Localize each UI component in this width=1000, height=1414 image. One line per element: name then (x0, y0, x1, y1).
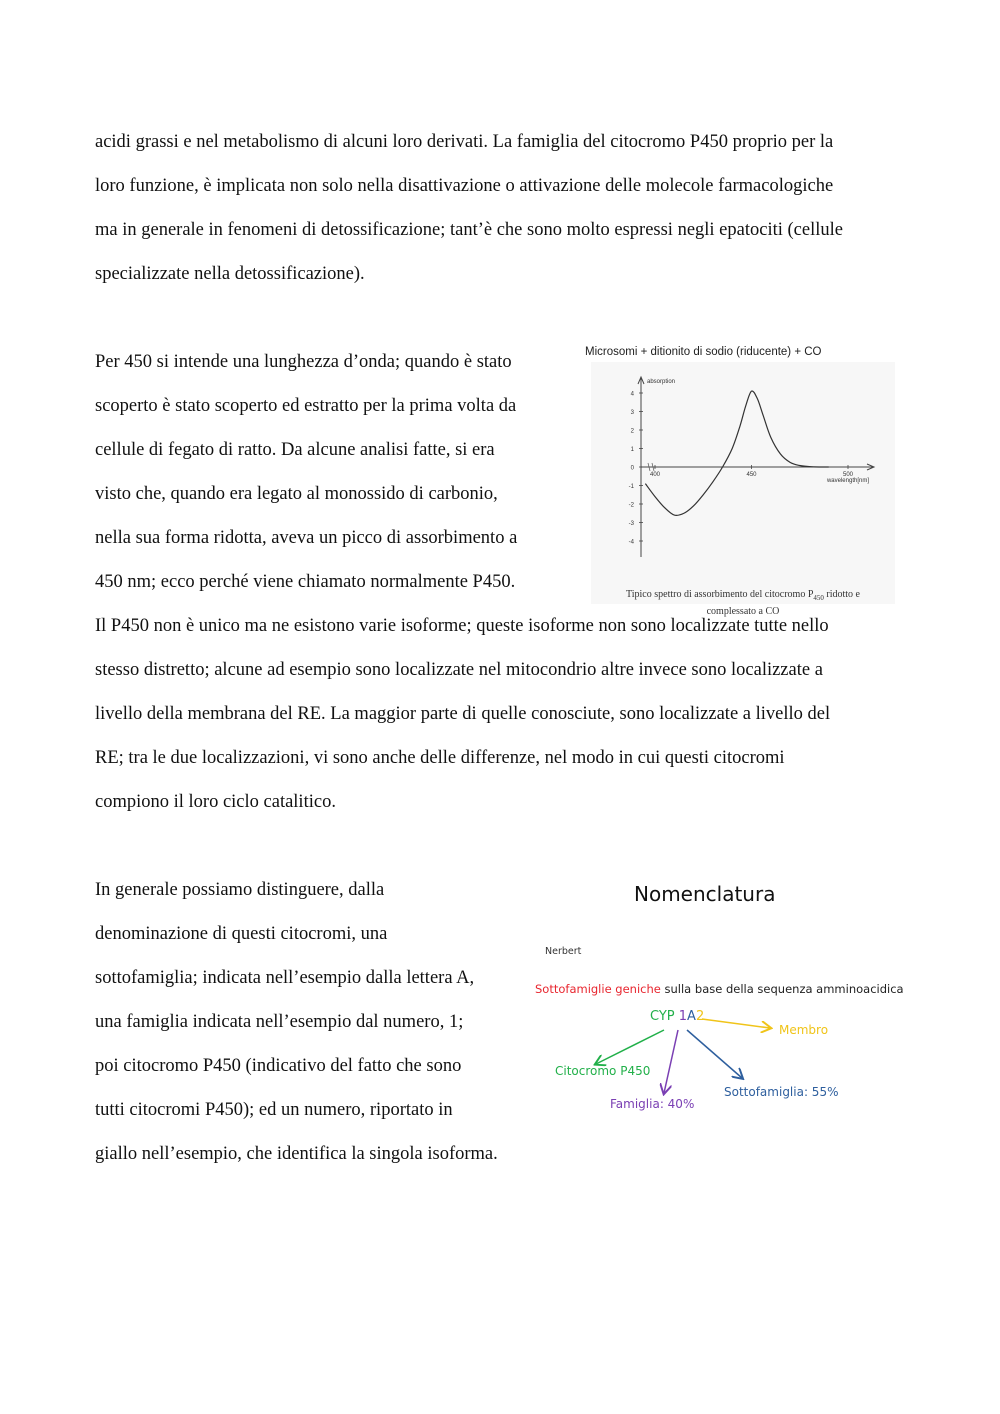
text-line: 450 nm; ecco perché viene chiamato normalmente P450. (95, 572, 516, 592)
caption-text: Tipico spettro di assorbimento del citocromo P (625, 589, 814, 600)
x-tick-label: 400 (649, 472, 661, 478)
text-line: Per 450 si intende una lunghezza d’onda; quando è stato (95, 352, 512, 372)
nomenclature-author: Nerbert (545, 946, 582, 957)
text-line: livello della membrana del RE. La maggior parte di quelle conosciute, sono localizzate a livello del (95, 704, 831, 724)
y-tick-label: 2 (630, 428, 634, 435)
code-family: 1 (678, 1009, 688, 1024)
text-line: nella sua forma ridotta, aveva un picco di assorbimento a (95, 528, 518, 548)
figure-caption-bottom (591, 588, 895, 618)
code-member: 2 (695, 1009, 705, 1024)
y-tick-label: -3 (628, 521, 634, 527)
arrow-cytochrome (596, 1030, 664, 1064)
text-line: RE; tra le due localizzazioni, vi sono anche delle differenze, nel modo in cui questi citocromi (95, 748, 785, 768)
text-line: una famiglia indicata nell’esempio dal numero, 1; (95, 1012, 464, 1032)
code-cyp: CYP (650, 1009, 679, 1024)
y-tick-label: -2 (628, 502, 634, 509)
caption-subscript: 450 (813, 594, 824, 602)
absorption-spectrum-figure (583, 342, 895, 617)
nomenclature-arrows (530, 878, 900, 1118)
text-line: giallo nell’esempio, che identifica la singola isoforma. (95, 1144, 498, 1164)
y-tick-label: 4 (630, 391, 634, 398)
spectrum-plot-area (591, 362, 895, 617)
y-tick-label: 0 (630, 465, 634, 472)
spectrum-chart (591, 362, 895, 588)
caption-text: complessato a CO (706, 606, 780, 617)
label-member: Membro (779, 1023, 829, 1037)
code-subfamily: A (687, 1009, 696, 1024)
x-tick-label: 500 (842, 472, 854, 478)
text-line: tutti citocromi P450); ed un numero, riportato in (95, 1100, 453, 1120)
nomenclature-basis (535, 982, 904, 996)
text-line: poi citocromo P450 (indicativo del fatto che sono (95, 1056, 462, 1076)
text-line: loro funzione, è implicata non solo nella disattivazione o attivazione delle molecole farmacologiche (95, 176, 834, 196)
nomenclature-figure (530, 878, 904, 1118)
text-line: In generale possiamo distinguere, dalla (95, 880, 385, 900)
basis-highlight: Sottofamiglie geniche (535, 982, 661, 996)
text-line: acidi grassi e nel metabolismo di alcuni loro derivati. La famiglia del citocromo P450 proprio per la (95, 132, 834, 152)
text-line: cellule di fegato di ratto. Da alcune analisi fatte, si era (95, 440, 495, 460)
cyp-code (650, 1009, 704, 1024)
text-line: visto che, quando era legato al monossido di carbonio, (95, 484, 498, 504)
arrow-member (702, 1019, 770, 1028)
absorption-curve (645, 391, 828, 515)
text-line: specializzate nella detossificazione). (95, 264, 365, 284)
label-cytochrome: Citocromo P450 (555, 1064, 651, 1078)
figure-caption-top: Microsomi + ditionito di sodio (riducente) + CO (585, 346, 822, 358)
basis-text: sulla base della sequenza amminoacidica (660, 982, 904, 996)
text-line: compiono il loro ciclo catalitico. (95, 792, 336, 812)
caption-text: ridotto e (823, 589, 860, 600)
label-subfamily: Sottofamiglia: 55% (724, 1085, 839, 1099)
y-tick-label: -4 (628, 539, 634, 546)
y-tick-label: 3 (630, 410, 634, 416)
text-line: denominazione di questi citocromi, una (95, 924, 388, 944)
text-line: Il P450 non è unico ma ne esistono varie isoforme; queste isoforme non sono localizzate tutte nello (95, 616, 829, 636)
text-line: sottofamiglia; indicata nell’esempio dalla lettera A, (95, 968, 475, 988)
label-family: Famiglia: 40% (610, 1097, 695, 1111)
text-line: scoperto è stato scoperto ed estratto per la prima volta da (95, 396, 517, 416)
text-line: stesso distretto; alcune ad esempio sono localizzate nel mitocondrio altre invece sono localizzate a (95, 660, 823, 680)
arrow-family (664, 1030, 678, 1093)
y-tick-label: 1 (630, 447, 634, 453)
x-axis-label: wavelength[nm] (826, 478, 869, 484)
y-tick-label: -1 (628, 484, 634, 490)
text-line: ma in generale in fenomeni di detossificazione; tant’è che sono molto espressi negli epatociti (cellule (95, 220, 843, 240)
y-axis-label: absorption (647, 379, 676, 385)
x-tick-label: 450 (746, 472, 757, 478)
nomenclature-title: Nomenclatura (634, 882, 776, 906)
arrow-subfamily (687, 1030, 742, 1078)
